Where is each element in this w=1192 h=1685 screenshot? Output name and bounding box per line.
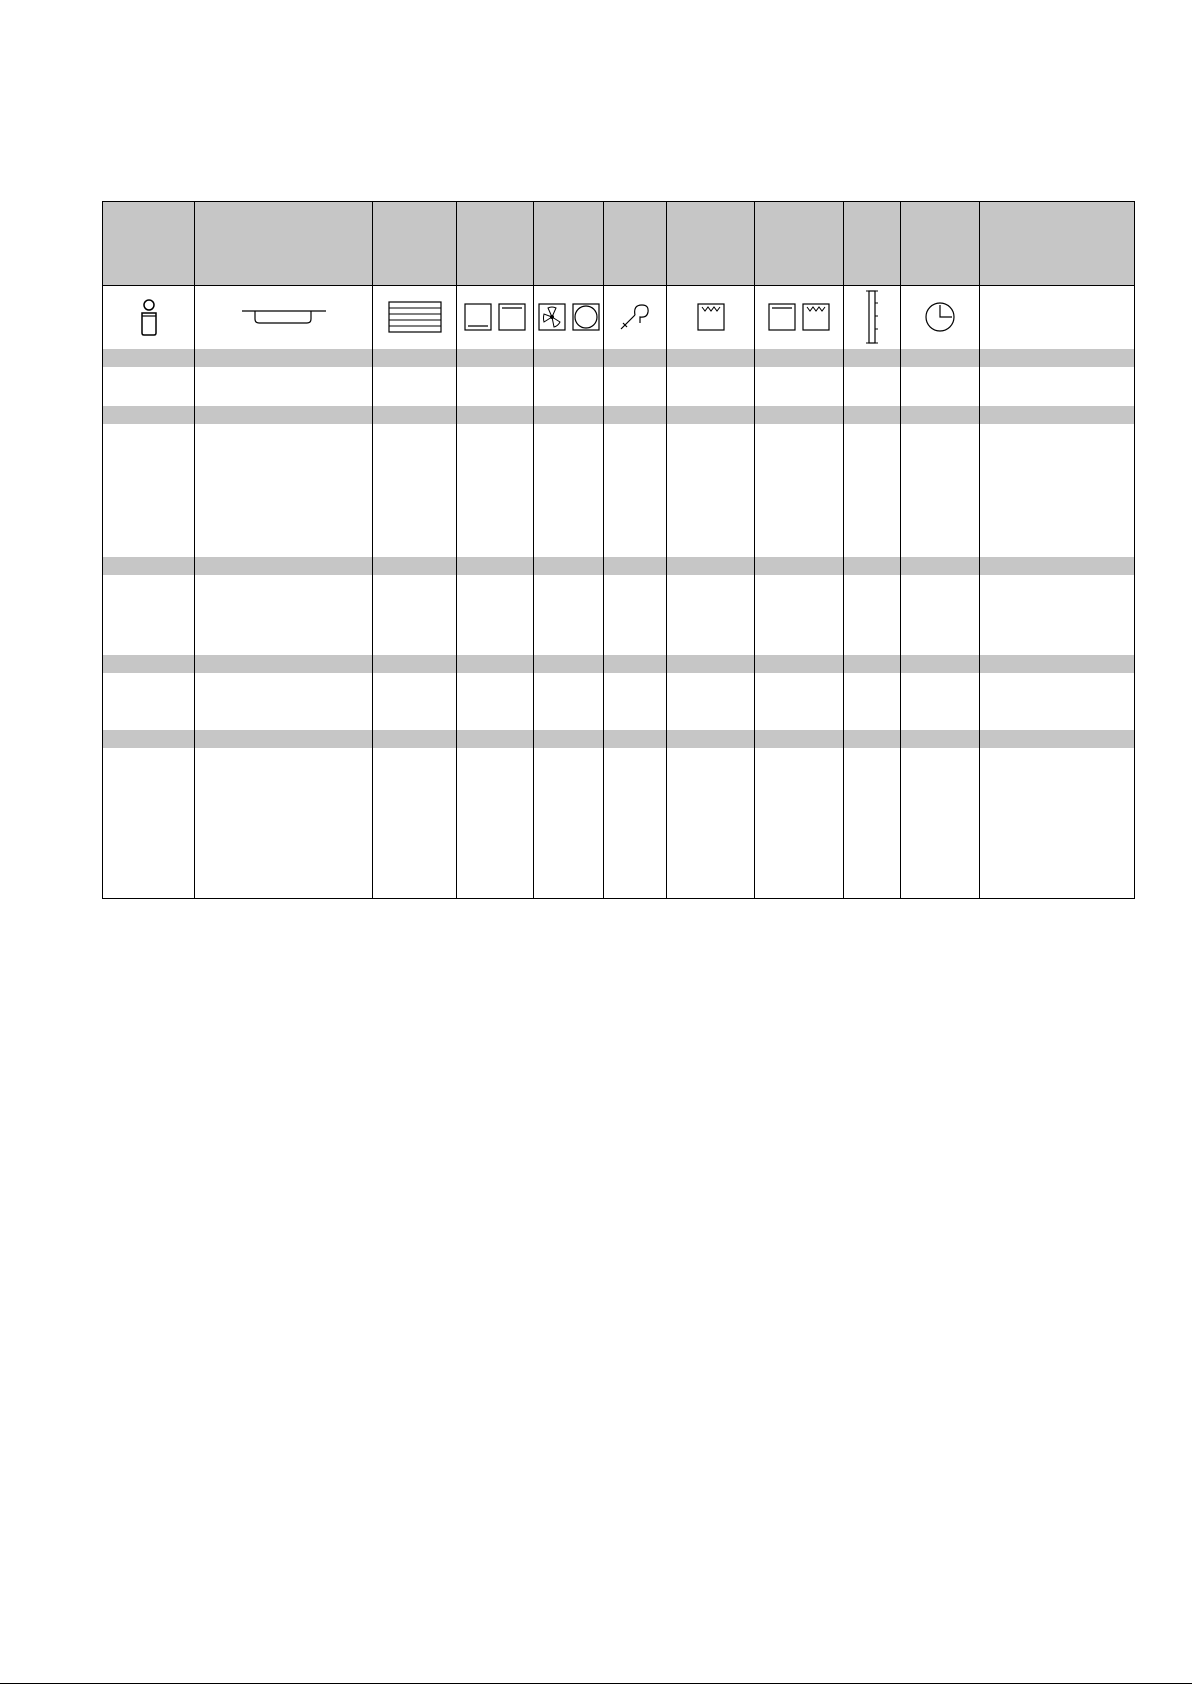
oven-cooking-table (102, 201, 1135, 899)
header-dish (195, 202, 373, 286)
weight-cell (103, 286, 195, 349)
header-thermometer (844, 202, 901, 286)
category-band-4 (103, 655, 1135, 673)
header-fan (534, 202, 604, 286)
header-grill-top (755, 202, 844, 286)
icon-row (103, 286, 1135, 349)
page-footer-rule (0, 1683, 1192, 1684)
top-bottom-heat-icon (464, 303, 526, 331)
time-cell (901, 286, 980, 349)
table-row (103, 748, 1135, 899)
grill-cell (667, 286, 755, 349)
top-heat-grill-icon (768, 303, 830, 331)
baking-dish-icon (241, 307, 327, 327)
category-band-2 (103, 406, 1135, 424)
table-row (103, 673, 1135, 730)
shelf-cell (373, 286, 457, 349)
fan-heat-icon (538, 303, 600, 331)
clock-icon (924, 301, 956, 333)
header-grill (667, 202, 755, 286)
table-row (103, 424, 1135, 557)
header-row (103, 202, 1135, 286)
conventional-cell (457, 286, 534, 349)
fan-cell (534, 286, 604, 349)
table-row (103, 367, 1135, 406)
grill-top-cell (755, 286, 844, 349)
weight-icon (135, 297, 163, 337)
header-shelf (373, 202, 457, 286)
rotisserie-cell (604, 286, 667, 349)
header-rotisserie (604, 202, 667, 286)
grill-icon (697, 303, 725, 331)
thermometer-cell (844, 286, 901, 349)
dish-cell (195, 286, 373, 349)
notes-cell (980, 286, 1135, 349)
table-row (103, 575, 1135, 654)
category-band-5 (103, 730, 1135, 748)
shelf-levels-icon (388, 301, 442, 333)
category-band-3 (103, 557, 1135, 575)
header-time (901, 202, 980, 286)
thermometer-icon (865, 289, 879, 345)
header-conventional (457, 202, 534, 286)
category-band-1 (103, 349, 1135, 367)
header-weight (103, 202, 195, 286)
header-notes (980, 202, 1135, 286)
rotisserie-spit-icon (618, 302, 652, 332)
